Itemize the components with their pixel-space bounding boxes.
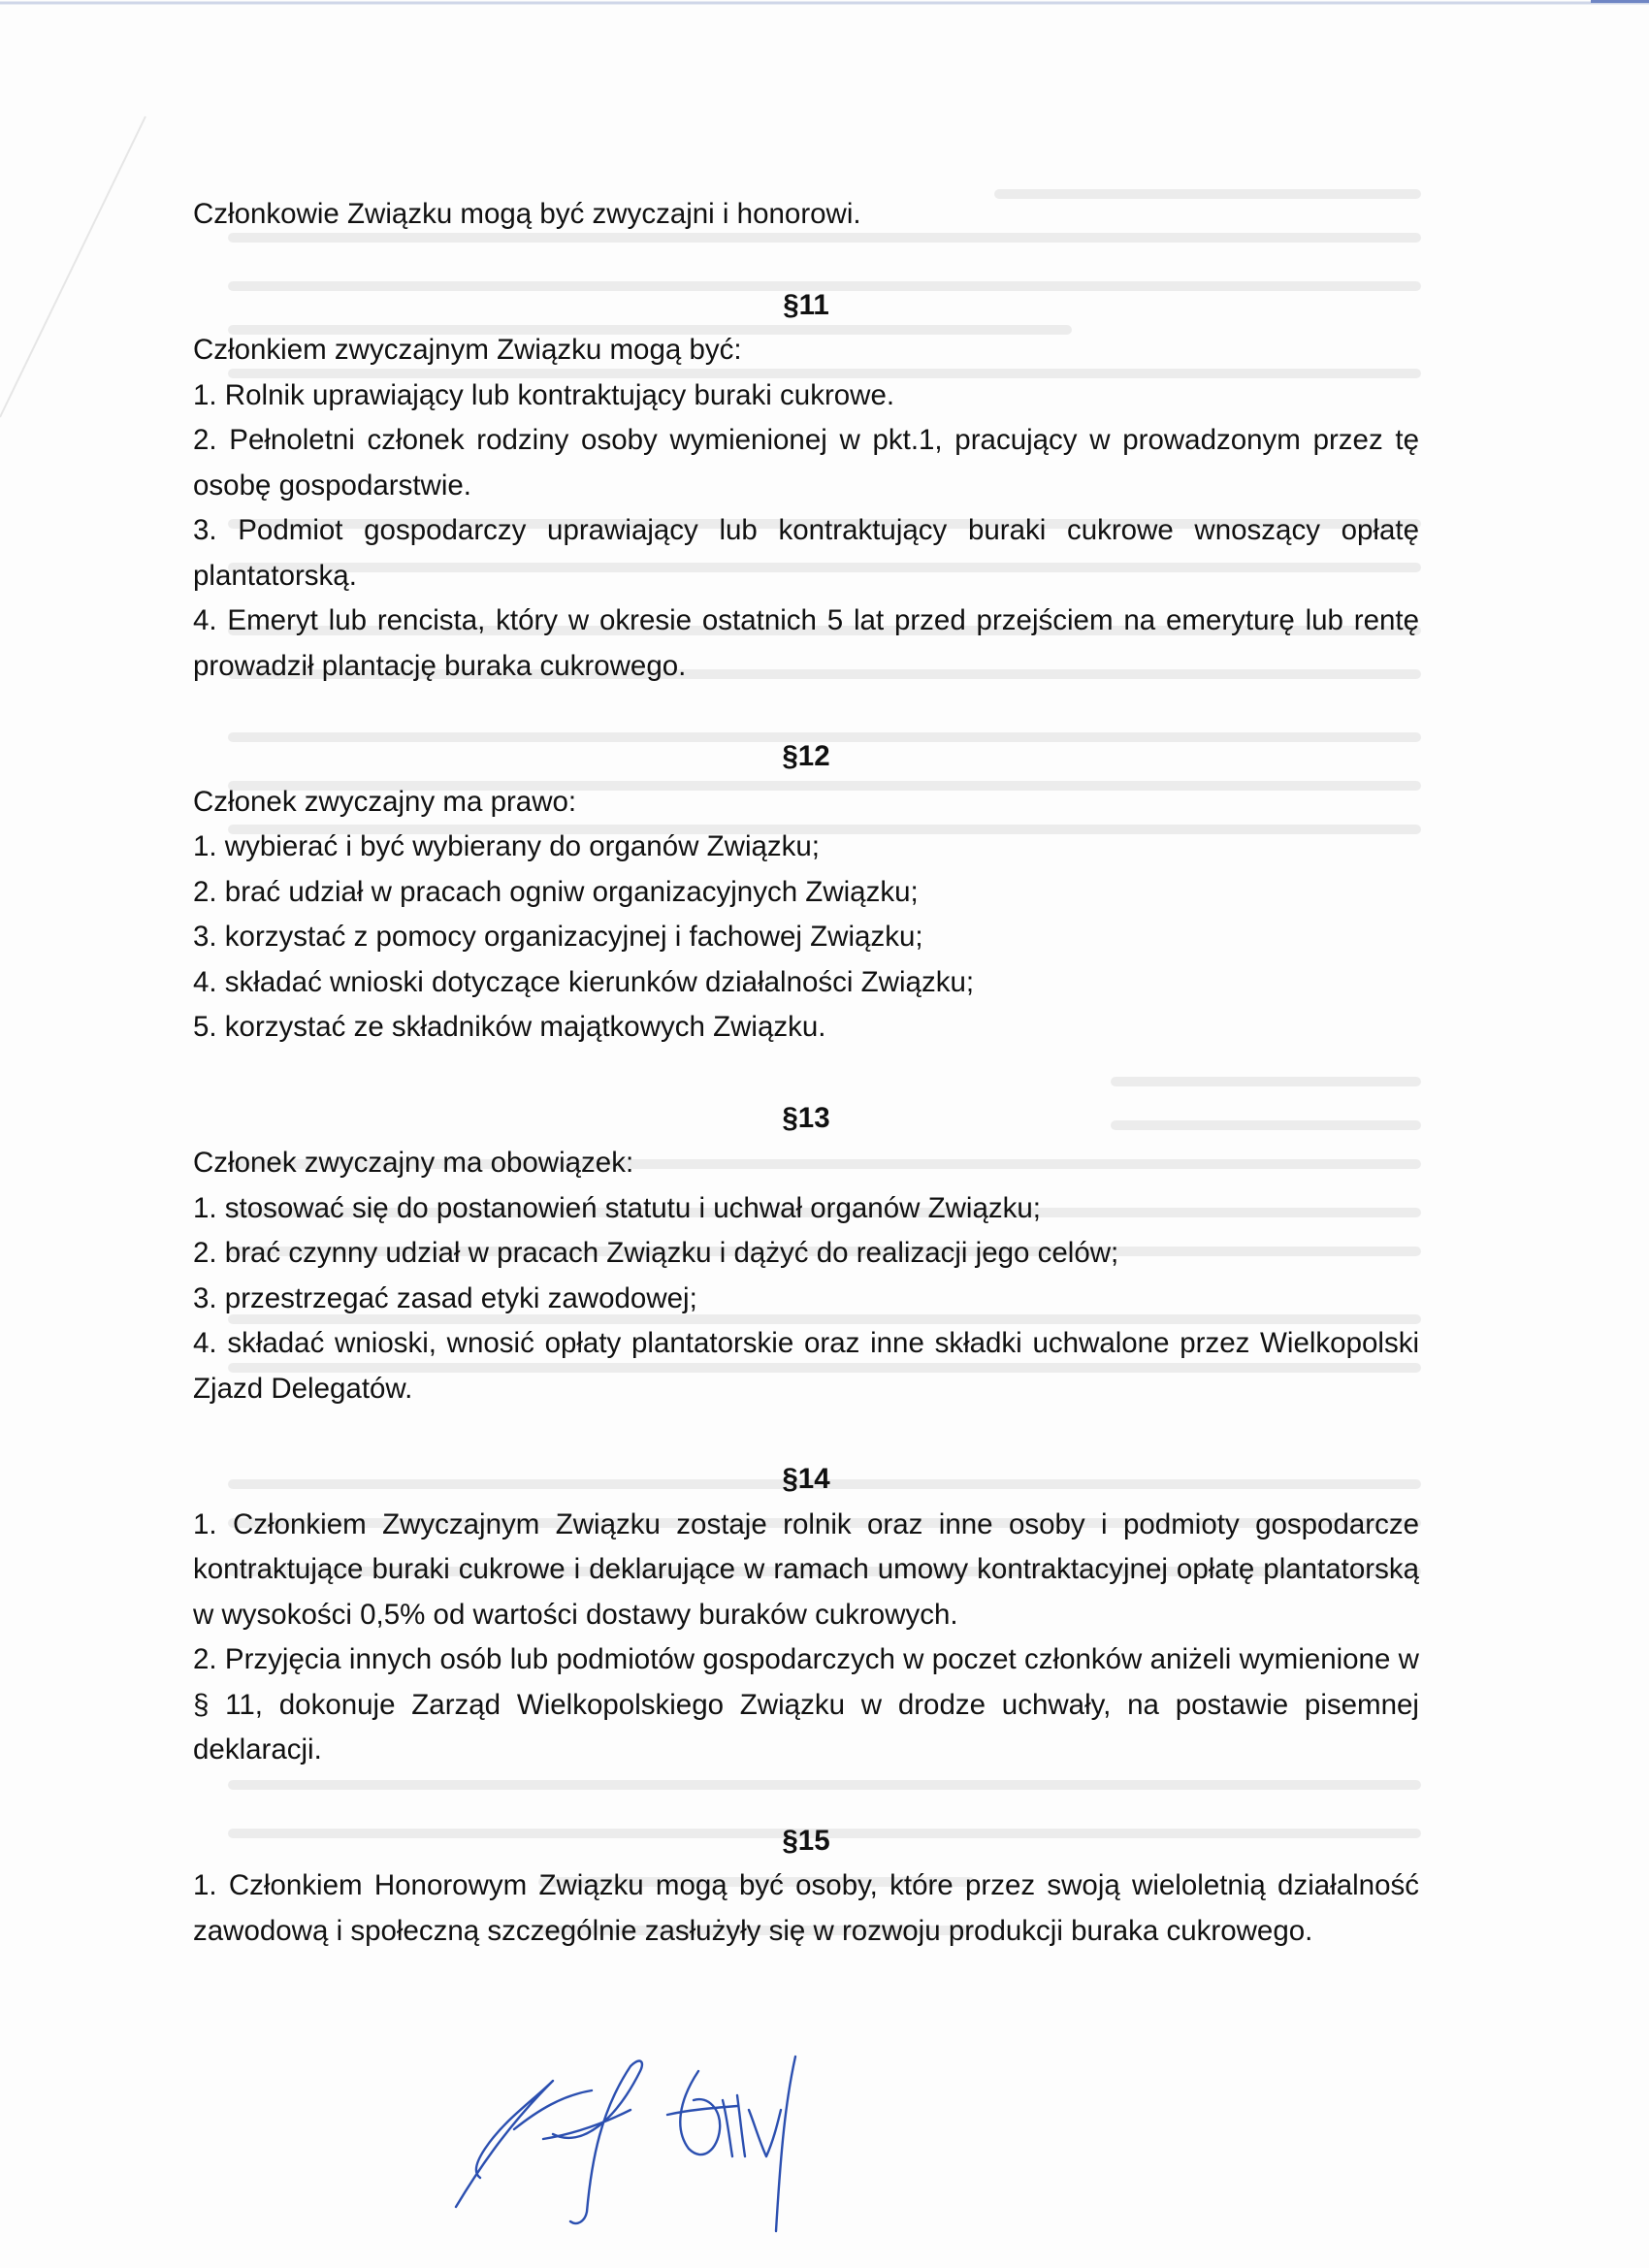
list-item: 3. Podmiot gospodarczy uprawiający lub kontraktujący buraki cukrowe wnoszący opłatę plantatorską.: [193, 514, 1419, 592]
section-heading: §12: [782, 740, 830, 772]
list-item: 3. przestrzegać zasad etyki zawodowej;: [193, 1281, 697, 1314]
list-item: 2. brać udział w pracach ogniw organizacyjnych Związku;: [193, 875, 919, 908]
list-item: 1. stosować się do postanowień statutu i uchwał organów Związku;: [193, 1191, 1041, 1224]
section-15: [193, 1819, 1419, 1955]
section-12: [193, 734, 1419, 1051]
document-body: [193, 192, 1419, 1954]
handwritten-signature: [446, 2042, 854, 2236]
list-item: 1. Członkiem Honorowym Związku mogą być osoby, które przez swoją wieloletnią działalność zawodową i społeczną szczególnie zasłużyły się w rozwoju produkcji buraka cukrowego.: [193, 1869, 1419, 1947]
list-item: 2. Przyjęcia innych osób lub podmiotów gospodarczych w poczet członków aniżeli wymienione w § 11, dokonuje Zarząd Wielkopolskiego Związku w drodze uchwały, na postawie pisemnej deklaracji.: [193, 1643, 1419, 1766]
list-item: 5. korzystać ze składników majątkowych Związku.: [193, 1011, 826, 1043]
section-heading: §11: [783, 288, 829, 321]
list-item: 1. wybierać i być wybierany do organów Związku;: [193, 830, 821, 862]
list-item: 2. Pełnoletni członek rodziny osoby wymienionej w pkt.1, pracujący w prowadzonym przez tę osobę gospodarstwie.: [193, 424, 1419, 502]
list-item: 1. Członkiem Zwyczajnym Związku zostaje rolnik oraz inne osoby i podmioty gospodarcze kontraktujące buraki cukrowe i deklarujące w ramach umowy kontraktacyjnej opłatę plantatorską w wysokości 0,5% od wartości dostawy buraków cukrowych.: [193, 1507, 1419, 1631]
list-item: 4. Emeryt lub rencista, który w okresie ostatnich 5 lat przed przejściem na emeryturę lub rentę prowadził plantację buraka cukrowego.: [193, 604, 1419, 682]
section-heading: §13: [782, 1101, 830, 1134]
list-item: 4. składać wnioski, wnosić opłaty plantatorskie oraz inne składki uchwalone przez Wielkopolski Zjazd Delegatów.: [193, 1327, 1419, 1405]
section-13: [193, 1096, 1419, 1412]
section-14: [193, 1457, 1419, 1773]
section-lead: Członek zwyczajny ma prawo:: [193, 785, 577, 818]
section-lead: Członkiem zwyczajnym Związku mogą być:: [193, 334, 742, 366]
list-item: 1. Rolnik uprawiający lub kontraktujący buraki cukrowe.: [193, 378, 895, 411]
section-lead: Członek zwyczajny ma obowiązek:: [193, 1147, 634, 1179]
list-item: 4. składać wnioski dotyczące kierunków działalności Związku;: [193, 965, 975, 998]
intro-text: Członkowie Związku mogą być zwyczajni i honorowi.: [193, 198, 861, 230]
section-heading: §14: [782, 1463, 830, 1495]
list-item: 3. korzystać z pomocy organizacyjnej i fachowej Związku;: [193, 921, 923, 953]
section-11: [193, 283, 1419, 690]
list-item: 2. brać czynny udział w pracach Związku i dążyć do realizacji jego celów;: [193, 1237, 1119, 1269]
section-heading: §15: [782, 1824, 830, 1857]
